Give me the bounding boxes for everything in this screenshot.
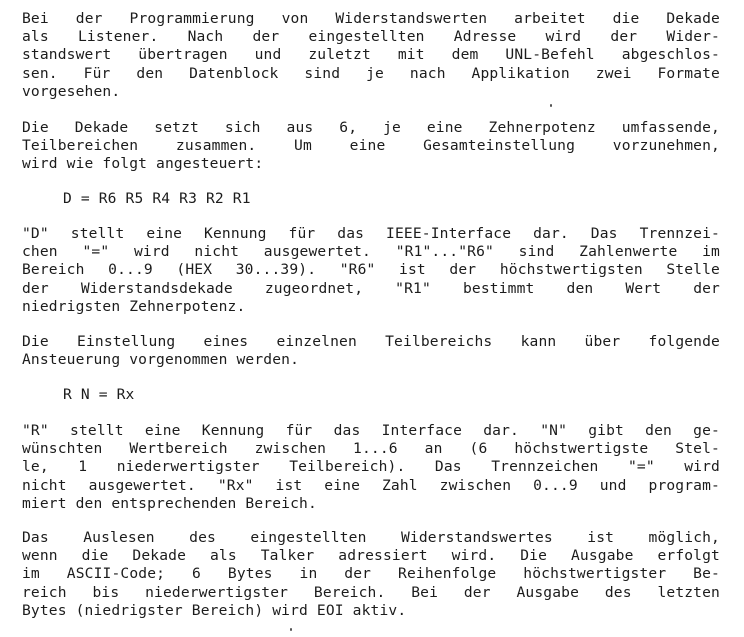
text-line: Die Einstellung eines einzelnen Teilbereichs kann über folgende <box>22 333 720 350</box>
text-line: Ansteuerung vorgenommen werden. <box>22 351 300 369</box>
text-line: nicht ausgewertet. "Rx" ist eine Zahl zwischen 0...9 und program- <box>22 476 720 494</box>
text-line: reich bis niederwertigster Bereich. Bei der Ausgabe des letzten <box>22 583 720 601</box>
text-line: vorgesehen. <box>22 82 121 100</box>
text-line: miert den entsprechenden Bereich. <box>22 494 317 512</box>
text-line: Bei der Programmierung von Widerstandswerten arbeitet die Dekade <box>22 10 720 27</box>
text-line: "R" stellt eine Kennung für das Interface dar. "N" gibt den ge- <box>22 422 720 439</box>
paragraph-programming <box>22 10 722 101</box>
scan-speck <box>550 104 552 107</box>
scan-speck <box>290 628 292 631</box>
paragraph-readout <box>22 529 722 620</box>
text-line: sen. Für den Datenblock sind je nach Applikation zwei Formate <box>22 64 720 82</box>
paragraph-decade-structure <box>22 119 722 174</box>
text-line: wird wie folgt angesteuert: <box>22 155 264 173</box>
text-line: "D" stellt eine Kennung für das IEEE-Interface dar. Das Trennzei- <box>22 225 720 242</box>
text-line: wenn die Dekade als Talker adressiert wird. Die Ausgabe erfolgt <box>22 547 720 565</box>
text-line: chen "=" wird nicht ausgewertet. "R1"..."R6" sind Zahlenwerte im <box>22 243 720 261</box>
text-line: Teilbereichen zusammen. Um eine Gesamteinstellung vorzunehmen, <box>22 137 720 155</box>
text-line: wünschten Wertbereich zwischen 1...6 an (6 höchstwertigste Stel- <box>22 440 720 458</box>
text-line: standswert übertragen und zuletzt mit dem UNL-Befehl abgeschlos- <box>22 46 720 64</box>
text-line: Das Auslesen des eingestellten Widerstandswertes ist möglich, <box>22 529 720 546</box>
text-line: Die Dekade setzt sich aus 6, je eine Zehnerpotenz umfassende, <box>22 119 720 136</box>
paragraph-interface-identifier <box>22 422 722 513</box>
text-line: niedrigsten Zehnerpotenz. <box>22 297 246 315</box>
paragraph-single-setting <box>22 333 722 369</box>
text-line: Bytes (niedrigster Bereich) wird EOI aktiv. <box>22 601 407 619</box>
text-line: im ASCII-Code; 6 Bytes in der Reihenfolge höchstwertigster Be- <box>22 565 720 583</box>
paragraph-identifier-description <box>22 225 722 316</box>
formula-single-setting: R N = Rx <box>63 386 135 403</box>
text-line: der Widerstandsdekade zugeordnet, "R1" bestimmt den Wert der <box>22 279 720 297</box>
text-line: le, 1 niederwertigster Teilbereich). Das Trennzeichen "=" wird <box>22 458 720 476</box>
text-line: als Listener. Nach der eingestellten Adresse wird der Wider- <box>22 28 720 46</box>
text-line: Bereich 0...9 (HEX 30...39). "R6" ist der höchstwertigsten Stelle <box>22 261 720 279</box>
formula-total-setting: D = R6 R5 R4 R3 R2 R1 <box>63 190 251 207</box>
